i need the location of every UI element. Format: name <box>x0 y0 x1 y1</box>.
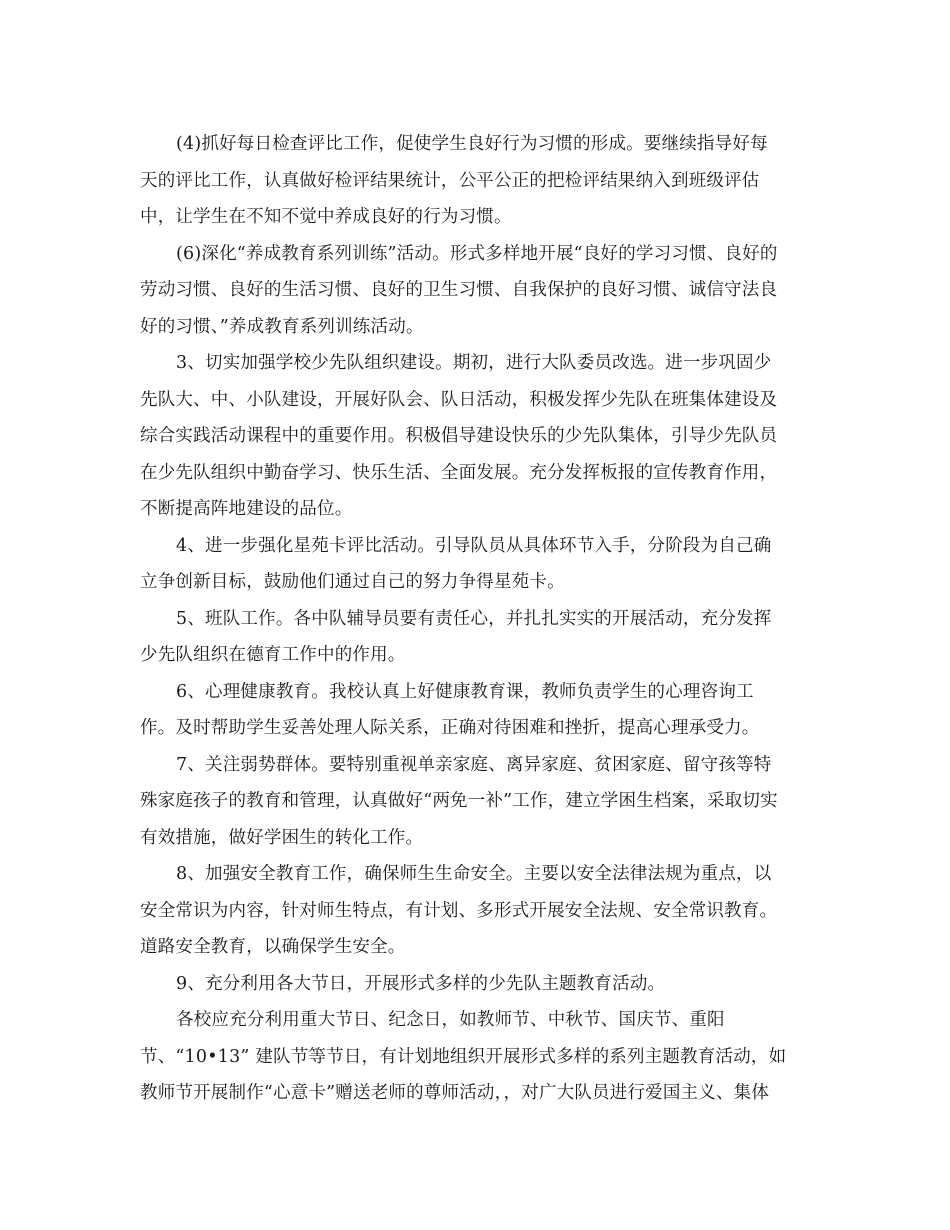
text-line: 教师节开展制作“心意卡”赠送老师的尊师活动，，对广大队员进行爱国主义、集体 <box>140 1083 770 1103</box>
text-line: 5、班队工作。各中队辅导员要有责任心，并扎扎实实的开展活动，充分发挥 <box>176 608 772 629</box>
text-line: (6)深化“养成教育系列训练”活动。形式多样地开展“良好的学习习惯、良好的 <box>176 243 778 264</box>
text-line: 殊家庭孩子的教育和管理，认真做好“两免一补”工作，建立学困生档案，采取切实 <box>140 791 778 811</box>
text-line: 立争创新目标，鼓励他们通过自己的努力争得星苑卡。 <box>140 572 565 592</box>
text-line: 有效措施，做好学困生的转化工作。 <box>140 827 424 848</box>
text-line: 7、关注弱势群体。要特别重视单亲家庭、离异家庭、贫困家庭、留守孩等特 <box>176 754 772 775</box>
text-line: 中，让学生在不知不觉中养成良好的行为习惯。 <box>140 207 512 227</box>
text-line: 综合实践活动课程中的重要作用。积极倡导建设快乐的少先队集体，引导少先队员 <box>140 426 778 446</box>
text-line: 3、切实加强学校少先队组织建设。期初，进行大队委员改选。进一步巩固少 <box>176 353 772 373</box>
text-line: 道路安全教育，以确保学生安全。 <box>140 937 406 957</box>
text-line: 劳动习惯、良好的生活习惯、良好的卫生习惯、自我保护的良好习惯、诚信守法良 <box>140 280 778 300</box>
text-line: (4)抓好每日检查评比工作，促使学生良好行为习惯的形成。要继续指导好每 <box>176 134 768 154</box>
text-line: 节、“10•13” 建队节等节日，有计划地组织开展形式多样的系列主题教育活动，如 <box>140 1046 787 1067</box>
text-line: 8、加强安全教育工作，确保师生生命安全。主要以安全法律法规为重点，以 <box>176 864 772 884</box>
text-line: 少先队组织在德育工作中的作用。 <box>140 645 406 665</box>
text-line: 天的评比工作，认真做好检评结果统计，公平公正的把检评结果纳入到班级评估 <box>140 170 760 191</box>
text-line: 在少先队组织中勤奋学习、快乐生活、全面发展。充分发挥板报的宣传教育作用， <box>140 462 778 483</box>
document-body <box>140 126 812 1112</box>
text-line: 安全常识为内容，针对师生特点，有计划、多形式开展安全法规、安全常识教育。 <box>140 900 778 921</box>
text-line: 6、心理健康教育。我校认真上好健康教育课，教师负责学生的心理咨询工 <box>176 681 754 702</box>
text-line: 4、进一步强化星苑卡评比活动。引导队员从具体环节入手，分阶段为自己确 <box>176 535 772 556</box>
text-line: 作。及时帮助学生妥善处理人际关系，正确对待困难和挫折，提高心理承受力。 <box>140 718 760 738</box>
text-line: 9、充分利用各大节日，开展形式多样的少先队主题教育活动。 <box>176 973 666 994</box>
text-line: 先队大、中、小队建设，开展好队会、队日活动，积极发挥少先队在班集体建设及 <box>140 389 778 410</box>
text-line: 不断提高阵地建设的品位。 <box>140 499 353 519</box>
text-line: 好的习惯、”养成教育系列训练活动。 <box>140 316 424 337</box>
text-line: 各校应充分利用重大节日、纪念日，如教师节、中秋节、国庆节、重阳 <box>176 1010 725 1030</box>
